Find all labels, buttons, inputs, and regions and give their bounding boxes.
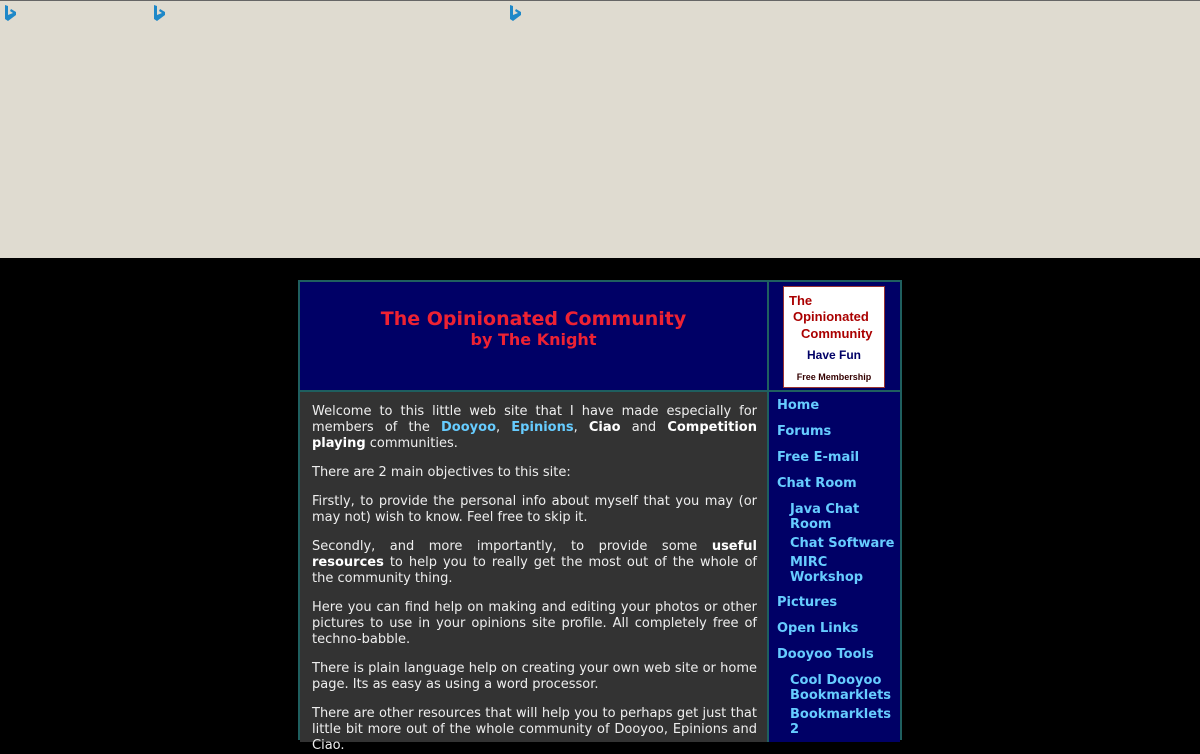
website-paragraph: There is plain language help on creating your own web site or home page. Its as easy as using a word processor. [312,661,757,692]
intro-paragraph [312,404,757,452]
secondly-paragraph [312,539,757,587]
firstly-paragraph: Firstly, to provide the personal info about myself that you may (or may not) wish to know. Feel free to skip it. [312,494,757,525]
logo-line: Have Fun [806,348,861,362]
text: and [620,420,668,435]
epinions-link[interactable]: Epinions [511,420,574,435]
nav-dooyoo-tools[interactable]: Dooyoo Tools [777,647,874,662]
text: , [573,420,589,435]
nav-java-chat-room[interactable]: Java Chat Room [790,502,860,532]
objectives-paragraph: There are 2 main objectives to this site: [312,465,571,480]
nav-mirc-workshop[interactable]: MIRC Workshop [790,555,864,585]
text: , [496,420,512,435]
site-byline: by The Knight [470,330,597,349]
page-container [298,280,902,753]
nav-cool-bookmarklets[interactable]: Cool Dooyoo Bookmarklets [790,673,892,703]
useful-resources-label: useful resources [312,539,757,570]
ciao-label: Ciao [588,420,621,435]
ad-banner [0,0,1200,258]
text: to help you to really get the most out of the whole of the community thing. [312,555,757,586]
nav-free-email[interactable]: Free E-mail [777,450,860,465]
logo-line: The [789,293,813,308]
site-title: The Opinionated Community [380,308,687,330]
logo-line: Community [801,326,873,341]
nav-chat-software[interactable]: Chat Software [790,536,895,551]
competition-label: Competition playing [312,420,757,451]
bing-icon[interactable] [2,4,19,23]
logo-line: Free Membership [796,372,872,382]
text: communities. [365,436,458,451]
nav-chat-room[interactable]: Chat Room [777,476,857,491]
nav-home[interactable]: Home [777,398,820,413]
nav-bookmarklets-2[interactable]: Bookmarklets 2 [790,707,892,737]
nav-open-links[interactable]: Open Links [777,621,859,636]
nav-pictures[interactable]: Pictures [777,595,838,610]
dooyoo-link[interactable]: Dooyoo [441,420,497,435]
resources-paragraph: There are other resources that will help you to perhaps get just that little bit more out of the whole community of Dooyoo, Epinions and Ciao. [312,706,757,753]
text: Welcome to this little web site that I have made especially for members of the [312,404,757,435]
text: Secondly, and more importantly, to provide some [312,539,712,554]
site-logo[interactable] [783,286,885,388]
photos-paragraph: Here you can find help on making and editing your photos or other pictures to use in your opinions site profile. All completely free of techno-babble. [312,600,757,647]
sidebar-nav [769,392,900,742]
bing-icon[interactable] [507,4,524,23]
logo-line: Opinionated [793,309,869,324]
main-content [300,392,769,753]
site-header [300,282,769,392]
logo-cell [769,282,900,392]
bing-icon[interactable] [151,4,168,23]
nav-forums[interactable]: Forums [777,424,832,439]
